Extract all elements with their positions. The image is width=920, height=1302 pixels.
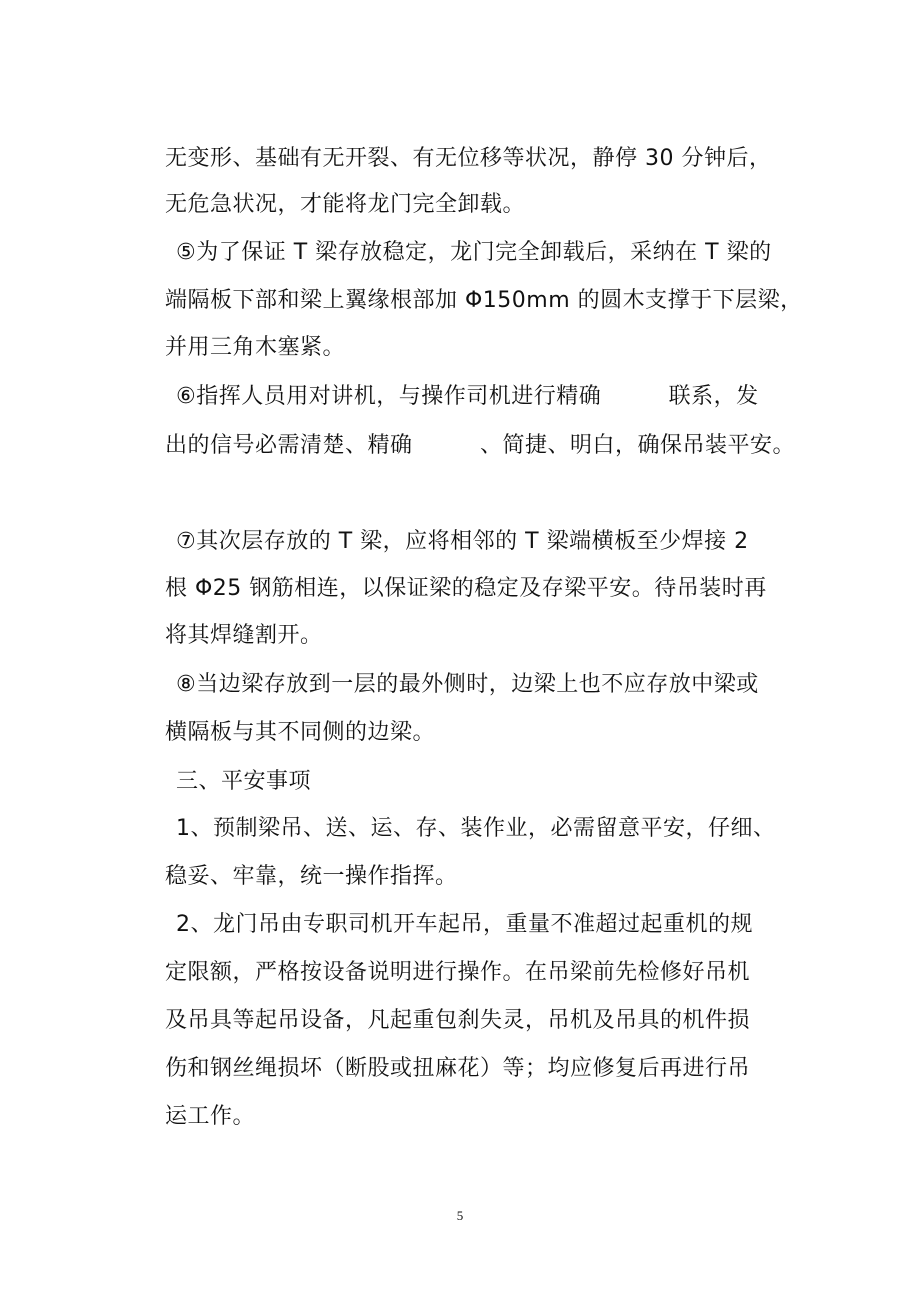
text-line: ⑤为了保证 T 梁存放稳定，龙门完全卸载后，采纳在 T 梁的 xyxy=(176,240,772,265)
text-line: 及吊具等起吊设备，凡起重包刹失灵，吊机及吊具的机件损 xyxy=(165,1008,751,1033)
text-line: 无变形、基础有无开裂、有无位移等状况，静停 30 分钟后， xyxy=(165,146,772,171)
text-line: ⑥指挥人员用对讲机，与操作司机进行精确 联系，发 xyxy=(176,384,759,409)
text-line: 将其焊缝割开。 xyxy=(165,623,323,648)
text-line: 并用三角木塞紧。 xyxy=(165,335,346,360)
section-heading: 三、平安事项 xyxy=(176,769,312,794)
text-line: 无危急状况，才能将龙门完全卸载。 xyxy=(165,192,526,217)
text-line: ⑧当边梁存放到一层的最外侧时，边梁上也不应存放中梁或 xyxy=(176,672,759,697)
text-line: 伤和钢丝绳损坏（断股或扭麻花）等；均应修复后再进行吊 xyxy=(165,1056,751,1081)
text-line: 横隔板与其不同侧的边梁。 xyxy=(165,720,436,745)
text-line: ⑦其次层存放的 T 梁，应将相邻的 T 梁端横板至少焊接 2 xyxy=(176,529,749,554)
text-line: 稳妥、牢靠，统一操作指挥。 xyxy=(165,864,458,889)
text-line: 2、龙门吊由专职司机开车起吊，重量不准超过起重机的规 xyxy=(176,912,753,937)
text-line: 根 Φ25 钢筋相连，以保证梁的稳定及存梁平安。待吊装时再 xyxy=(165,576,767,601)
text-line: 端隔板下部和梁上翼缘根部加 Φ150mm 的圆木支撑于下层梁， xyxy=(165,288,803,313)
text-line: 定限额，严格按设备说明进行操作。在吊梁前先检修好吊机 xyxy=(165,960,751,985)
page-number: 5 xyxy=(456,1208,464,1223)
text-line: 运工作。 xyxy=(165,1104,256,1129)
text-line: 1、预制梁吊、送、运、存、装作业，必需留意平安，仔细、 xyxy=(176,816,776,841)
text-line: 出的信号必需清楚、精确 、简捷、明白，确保吊装平安。 xyxy=(165,433,795,458)
